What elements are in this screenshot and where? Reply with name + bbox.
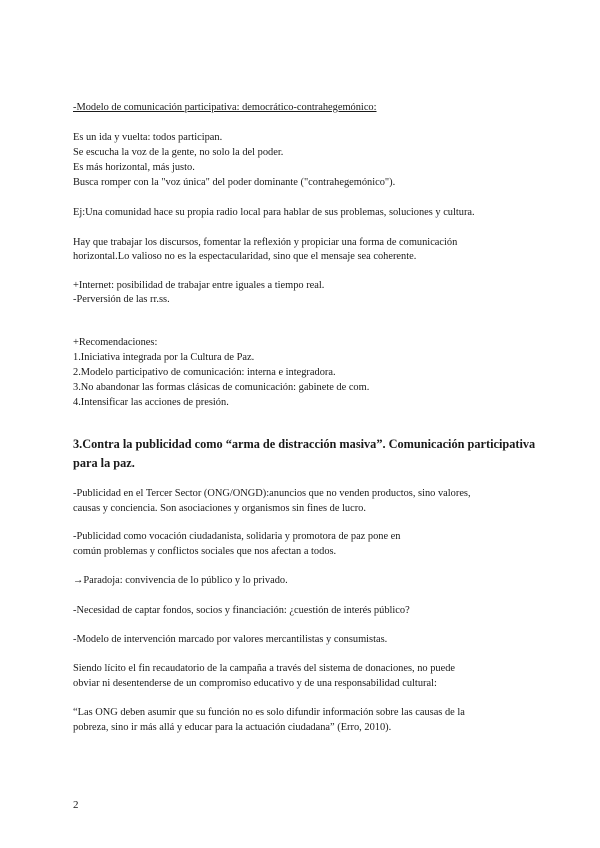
paragraph-line: obviar ni desentenderse de un compromiso educativo y de una responsabilidad cultural: xyxy=(73,678,437,689)
model-line: Es más horizontal, más justo. xyxy=(73,162,195,173)
paragraph-line: Siendo lícito el fin recaudatorio de la campaña a través del sistema de donaciones, no puede xyxy=(73,663,456,674)
section3-heading: para la paz. xyxy=(73,456,135,470)
example-line: Ej:Una comunidad hace su propia radio local para hablar de sus problemas, soluciones y cultura. xyxy=(73,207,475,218)
recommendation-item: 2.Modelo participativo de comunicación: interna e integradora. xyxy=(73,367,336,378)
internet-line: +Internet: posibilidad de trabajar entre iguales a tiempo real. xyxy=(73,280,325,291)
recommendations-title: +Recomendaciones: xyxy=(73,337,158,348)
model-line: Busca romper con la "voz única" del poder dominante ("contrahegemónico"). xyxy=(73,177,396,188)
discourse-line: horizontal.Lo valioso no es la espectacularidad, sino que el mensaje sea coherente. xyxy=(73,251,417,262)
paragraph-line: causas y conciencia. Son asociaciones y organismos sin fines de lucro. xyxy=(73,503,366,514)
quote-line: pobreza, sino ir más allá y educar para la actuación ciudadana” (Erro, 2010). xyxy=(73,722,392,733)
discourse-line: Hay que trabajar los discursos, fomentar la reflexión y propiciar una forma de comunicación xyxy=(73,237,458,248)
page-number: 2 xyxy=(73,799,79,811)
recommendation-item: 1.Iniciativa integrada por la Cultura de Paz. xyxy=(73,352,255,363)
paragraph-line: -Publicidad como vocación ciudadanista, solidaria y promotora de paz pone en xyxy=(73,531,401,542)
section3-heading: 3.Contra la publicidad como “arma de distracción masiva”. Comunicación participativa xyxy=(73,437,536,451)
internet-line: -Perversión de las rr.ss. xyxy=(73,294,170,305)
quote-line: “Las ONG deben asumir que su función no es solo difundir información sobre las causas de la xyxy=(73,707,465,718)
recommendation-item: 3.No abandonar las formas clásicas de comunicación: gabinete de com. xyxy=(73,382,370,393)
paradox-line: →Paradoja: convivencia de lo público y lo privado. xyxy=(73,575,288,586)
paragraph-line: -Modelo de intervención marcado por valores mercantilistas y consumistas. xyxy=(73,634,388,645)
model-line: Se escucha la voz de la gente, no solo la del poder. xyxy=(73,147,284,158)
model-line: Es un ida y vuelta: todos participan. xyxy=(73,132,223,143)
recommendation-item: 4.Intensificar las acciones de presión. xyxy=(73,397,229,408)
paragraph-line: -Publicidad en el Tercer Sector (ONG/ONGD):anuncios que no venden productos, sino valores, xyxy=(73,488,471,499)
section-title-model: -Modelo de comunicación participativa: democrático-contrahegemónico: xyxy=(73,102,377,113)
paragraph-line: común problemas y conflictos sociales que nos afectan a todos. xyxy=(73,546,337,557)
paragraph-line: -Necesidad de captar fondos, socios y financiación: ¿cuestión de interés público? xyxy=(73,605,410,616)
